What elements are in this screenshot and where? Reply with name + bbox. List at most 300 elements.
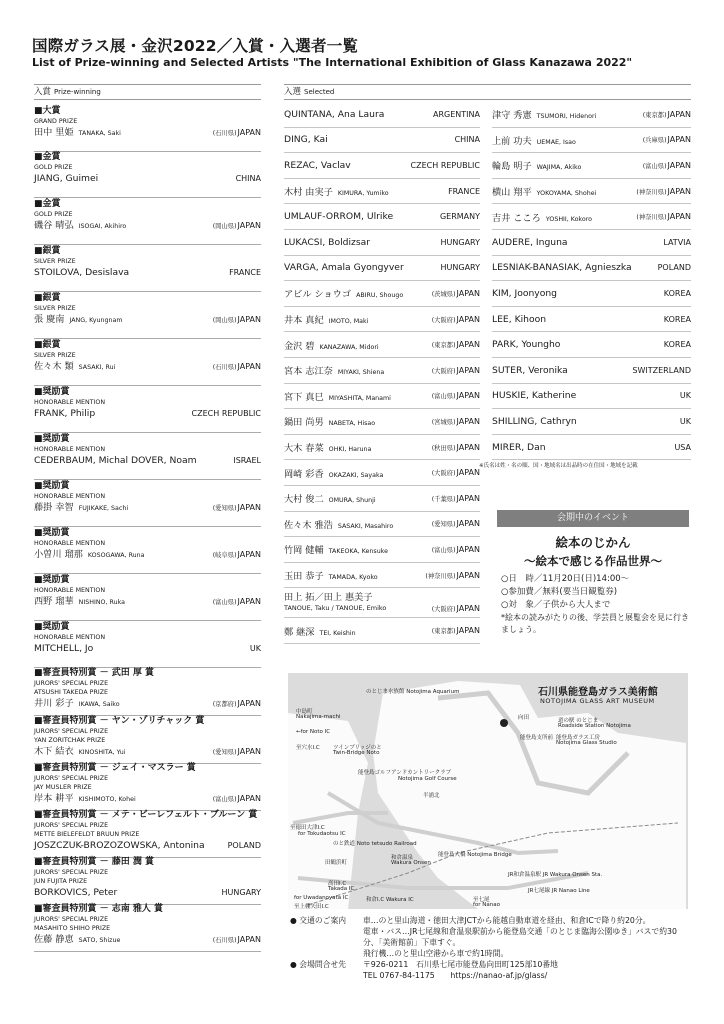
artist-name: 大木 春菜 [284, 443, 324, 455]
selected-artist [492, 281, 691, 307]
winner-romaji: IKAWA, Saiko [78, 701, 120, 708]
winner-location [213, 126, 261, 140]
winner [34, 172, 98, 185]
selected-artist [492, 307, 691, 333]
artist-country: JAPAN [667, 212, 691, 222]
prize-name-en: GOLD PRIZE [34, 211, 73, 218]
prize-name: ■奨励賞 [34, 481, 70, 491]
winner-row [34, 126, 261, 140]
winner-row [34, 933, 261, 947]
winner-location [213, 933, 261, 947]
winner-romaji: JANG, Kyungnam [69, 317, 123, 324]
prize-entry [34, 106, 261, 152]
artist-prefecture: (千葉県) [431, 495, 456, 503]
map-label-wakura-ic: 和倉I.C Wakura IC [366, 897, 414, 903]
map-label-nakajima: 中島町 [296, 709, 313, 715]
artist-location [643, 109, 691, 120]
artist-country: JAPAN [456, 519, 480, 529]
winner-country: JAPAN [237, 221, 261, 230]
winner-location [229, 266, 261, 279]
artist-country: JAPAN [667, 160, 691, 170]
selected-artist [284, 358, 480, 384]
selected-artist [492, 179, 691, 205]
prize-entry [34, 668, 261, 716]
winner-romaji: SATO, Shizue [78, 937, 121, 944]
prize-name-en: HONORABLE MENTION [34, 587, 106, 594]
artist-location [643, 134, 691, 145]
artist-prefecture: (大阪府) [431, 605, 456, 613]
selected-artist [284, 563, 480, 589]
artist-location [432, 288, 480, 299]
winner-country: CHINA [235, 174, 261, 183]
map-label-twin-bridge: ツインブリッジのと [333, 745, 382, 751]
prize-name-en: JURORS' SPECIAL PRIZE [34, 680, 109, 687]
prize-entry [34, 481, 261, 527]
selected-artist [492, 435, 691, 461]
artist-name: 井本 真紀 [284, 315, 324, 327]
winner [34, 839, 205, 852]
winner-row [34, 697, 261, 711]
artist-name: REZAC, Vaclav [284, 159, 351, 171]
winner-row [34, 266, 261, 279]
artist-name: PARK, Youngho [492, 339, 561, 351]
winner-location [222, 886, 261, 899]
winner-location [213, 697, 261, 711]
prize-name-en: HONORABLE MENTION [34, 446, 106, 453]
artist [284, 363, 384, 377]
map-label-nanao-en: for Nanao [473, 902, 501, 908]
winner [34, 126, 121, 140]
artist-romaji: SASAKI, Masahiro [337, 522, 394, 530]
selected-artist [284, 307, 480, 333]
winner-country: JAPAN [237, 699, 261, 708]
artist-location [433, 109, 480, 120]
artist-name: VARGA, Amala Gyongyver [284, 262, 404, 274]
artist-name: 上前 功夫 [492, 135, 532, 147]
prize-name-en: SILVER PRIZE [34, 305, 76, 312]
winner-row [34, 548, 261, 562]
map-label-glass-studio-en: Notojima Glass Studio [556, 740, 617, 746]
artist-location [432, 544, 480, 555]
event-title: 絵本のじかん [555, 535, 631, 550]
selected-artist [284, 256, 480, 282]
artist-name: 佐々木 雅浩 [284, 519, 333, 531]
map-label-tokudaotsu-en: for Tokudaotsu IC [298, 831, 346, 837]
selected-artist [284, 460, 480, 486]
prize-name: ■審査員特別賞 － 武田 厚 賞 [34, 668, 155, 678]
artist-location [636, 211, 691, 222]
artist [492, 416, 577, 427]
winner [34, 266, 129, 279]
artist-prefecture: (大阪府) [431, 470, 456, 478]
winner-romaji: FUJIKAKE, Sachi [78, 505, 129, 512]
map-label-tokudaotsu: 至徳田大津I.C [290, 825, 325, 831]
artist-country: JAPAN [456, 468, 480, 478]
prize-name-en: JURORS' SPECIAL PRIZE [34, 822, 109, 829]
artist-country: GERMANY [439, 212, 480, 222]
winner-row [34, 839, 261, 852]
artist-location [664, 288, 691, 299]
artist-country: JAPAN [456, 626, 480, 636]
winner-location [228, 839, 261, 852]
prize-entry [34, 387, 261, 433]
artist-romaji: OHKI, Haruna [328, 446, 372, 454]
artist-location [632, 365, 691, 376]
winner [34, 933, 120, 947]
prize-name: ■銀賞 [34, 246, 61, 256]
prize-name: ■奨励賞 [34, 622, 70, 632]
transport-line: 車…のと里山海道・徳田大津JCTから能越自動車道を経由、和倉ICで降り約20分。 [363, 916, 651, 925]
winner-location [213, 745, 261, 759]
winner [34, 454, 197, 467]
map-label-golf: 能登島ゴルフアンドカントリークラブ [358, 770, 452, 776]
artist [492, 339, 560, 350]
contact-line: TEL 0767-84-1175 https://nanao-af.jp/glass/ [363, 971, 548, 980]
access-map [288, 673, 688, 909]
map-label-nanao: 至七尾 [473, 897, 490, 903]
winner-row [34, 219, 261, 233]
artist-location [680, 390, 691, 401]
winner-country: JAPAN [237, 503, 261, 512]
event-fee: ○参加費／無料(要当日観覧券) [501, 587, 618, 597]
prize-name-en2: JAY MUSLER PRIZE [34, 784, 92, 791]
winner-prefecture: (岐阜県) [212, 552, 237, 559]
map-title: 石川県能登島ガラス美術館 [538, 687, 658, 698]
artist-prefecture: (東京都) [431, 628, 456, 636]
map-label-noto-rail: のと鉄道 Noto tetsudo Railroad [333, 841, 417, 847]
selected-artist [284, 618, 480, 644]
event-box [497, 510, 689, 636]
transport-label: ● 交通のご案内 [290, 916, 347, 925]
artist [492, 262, 632, 273]
artist-location [636, 186, 691, 197]
artist-name: AUDERE, Inguna [492, 236, 568, 248]
artist-name: 大村 俊二 [284, 494, 324, 506]
map-label-branch: 能登島支所前 [520, 735, 554, 741]
artist-name: 輪島 明子 [492, 161, 532, 173]
artist [284, 389, 391, 403]
winner-prefecture: (愛知県) [212, 749, 237, 756]
winner-name: 井川 彩子 [34, 698, 74, 709]
map-label-twin-bridge-en: Twin-Bridge Noto [333, 750, 380, 756]
selected-artist [284, 409, 480, 435]
winner-country: JAPAN [237, 747, 261, 756]
artist-location [440, 211, 480, 222]
prize-name-en: GRAND PRIZE [34, 118, 78, 125]
artist-location [674, 442, 691, 453]
footnote: ※氏名は姓・名の順、国・地域名は出品時の在住国・地域を記載 [479, 463, 638, 469]
winner-name: 藤掛 幸智 [34, 502, 74, 513]
artist [492, 237, 568, 248]
prize-entry [34, 622, 261, 668]
artist-country: ARGENTINA [433, 109, 480, 119]
winner-country: JAPAN [237, 935, 261, 944]
artist-location [664, 314, 691, 325]
artist-name: LESNIAK-BANASIAK, Agnieszka [492, 262, 632, 274]
prize-name-en: JURORS' SPECIAL PRIZE [34, 775, 109, 782]
winner-prefecture: (京都府) [212, 701, 237, 708]
artist-romaji: YOSHII, Kokoro [545, 215, 593, 223]
artist-location [432, 604, 480, 614]
artist-location [448, 186, 480, 197]
prize-name-en2: METTE BIELEFELDT BRUUN PRIZE [34, 831, 140, 838]
artist-country: JAPAN [456, 493, 480, 503]
artist [492, 133, 576, 147]
artist-romaji: MIYASHITA, Manami [328, 394, 391, 402]
artist-prefecture: (兵庫県) [642, 137, 667, 145]
artist-prefecture: (富山県) [431, 393, 456, 401]
artist [284, 211, 393, 222]
artist-name: SUTER, Veronika [492, 364, 568, 376]
winner-romaji: SASAKI, Rui [78, 364, 116, 371]
winner-name: CEDERBAUM, Michal DOVER, Noam [34, 455, 197, 466]
access-info [290, 915, 690, 981]
event-date: ○日 時／11月20日(日)14:00～ [501, 574, 630, 584]
artist-romaji: OMURA, Shunji [328, 497, 376, 505]
selected-artist [284, 281, 480, 307]
prize-name: ■審査員特別賞 － ジェイ・マスラー 賞 [34, 763, 196, 773]
prize-name: ■大賞 [34, 106, 61, 116]
artist-country: FRANCE [448, 186, 480, 196]
event-subtitle: ～絵本で感じる作品世界～ [524, 554, 662, 568]
winner-location [213, 219, 261, 233]
winner-prefecture: (愛知県) [212, 505, 237, 512]
winner-row [34, 501, 261, 515]
selected-artist [284, 435, 480, 461]
prize-section-label: 入賞 [34, 87, 52, 97]
artist-prefecture: (大阪府) [431, 367, 456, 375]
artist-location [432, 467, 480, 478]
map-label-for-noto: ←for Noto IC [296, 729, 331, 735]
winner-country: CZECH REPUBLIC [191, 409, 261, 418]
artist [284, 440, 371, 454]
artist-detail [284, 604, 480, 614]
prize-name-en: SILVER PRIZE [34, 258, 76, 265]
winner [34, 548, 145, 562]
artist-location [455, 134, 480, 145]
winner-country: POLAND [227, 841, 261, 850]
winner-prefecture: (石川県) [212, 937, 237, 944]
prize-entry [34, 904, 261, 952]
artist [284, 237, 370, 248]
winner-country: HUNGARY [221, 888, 261, 897]
map-label-golf-en: Notojima Golf Course [398, 776, 457, 782]
winner-prefecture: (岡山県) [212, 317, 237, 324]
winner-name: BORKOVICS, Peter [34, 887, 118, 898]
artist-name: 鍋田 尚男 [284, 417, 324, 429]
artist [284, 491, 376, 505]
artist-name: 岡崎 彩香 [284, 468, 324, 480]
event-note: *絵本の読みがたりの後、学芸員と展覧会を見に行きましょう。 [501, 613, 689, 634]
map-label-mukaida: 向田 [518, 715, 530, 721]
artist [284, 568, 378, 582]
prize-name: ■銀賞 [34, 340, 61, 350]
artist-name: 玉田 恭子 [284, 571, 324, 583]
artist-romaji: UEMAE, Isao [536, 138, 576, 146]
prize-name: ■奨励賞 [34, 387, 70, 397]
winner-name: 田中 里姫 [34, 127, 74, 138]
winner [34, 595, 125, 609]
prize-name: ■奨励賞 [34, 434, 70, 444]
winner-country: FRANCE [229, 268, 261, 277]
artist [284, 466, 383, 480]
prize-entry [34, 716, 261, 764]
artist-country: CZECH REPUBLIC [410, 160, 480, 170]
prize-name: ■奨励賞 [34, 528, 70, 538]
winner-row [34, 792, 261, 806]
artist-name: 竹岡 健輔 [284, 545, 324, 557]
artist-name: LEE, Kihoon [492, 313, 547, 325]
artist-country: JAPAN [456, 442, 480, 452]
artist-romaji: IMOTO, Maki [328, 318, 369, 326]
winner-romaji: KINOSHITA, Yui [78, 749, 126, 756]
prize-name: ■審査員特別賞 － ヤン・ゾリチャック 賞 [34, 716, 205, 726]
artist-country: JAPAN [456, 340, 480, 350]
map-label-hanaura: 半浦北 [423, 793, 440, 799]
museum-marker [500, 719, 508, 727]
artist [492, 107, 596, 121]
map-label-glass-studio: 能登島ガラス工房 [556, 735, 600, 741]
winner-romaji: ISOGAI, Akihiro [78, 223, 127, 230]
artist [284, 286, 403, 300]
prize-entry [34, 246, 261, 292]
artist-name: QUINTANA, Ana Laura [284, 108, 385, 120]
prize-entry [34, 575, 261, 621]
artist-location [432, 339, 480, 350]
artist-name: 吉井 こころ [492, 212, 541, 224]
winner-row [34, 172, 261, 185]
winner-name: STOILOVA, Desislava [34, 267, 130, 278]
winner [34, 642, 93, 655]
artist-country: JAPAN [667, 109, 691, 119]
artist-name: SHILLING, Cathryn [492, 415, 577, 427]
artist [284, 109, 384, 120]
selected-section-label: 入選 [284, 87, 302, 97]
artist-country: KOREA [663, 288, 691, 298]
selected-artist [492, 384, 691, 410]
selected-artist [284, 588, 480, 618]
winner-location [213, 313, 261, 327]
artist-location [432, 390, 480, 401]
artist-location [432, 416, 480, 427]
selected-artist [284, 332, 480, 358]
winner-row [34, 454, 261, 467]
prize-section-label-en: Prize-winning [54, 88, 101, 96]
artist-romaji: ABIRU, Shougo [356, 292, 404, 300]
artist [492, 288, 557, 299]
artist-prefecture: (愛知県) [431, 521, 456, 529]
winner [34, 360, 115, 374]
winner-row [34, 745, 261, 759]
map-label-jr-wakura: JR和倉温泉駅 JR Wakura Onsen Sta. [508, 872, 603, 878]
artist-country: HUNGARY [440, 263, 480, 273]
winner-country: JAPAN [237, 550, 261, 559]
winner-romaji: NISHINO, Ruka [78, 599, 125, 606]
artist-name: MIRER, Dan [492, 441, 546, 453]
artist [492, 365, 568, 376]
winner-location [213, 595, 261, 609]
winner-name: 磯谷 晴弘 [34, 220, 74, 231]
artist-romaji: OKAZAKI, Sayaka [328, 471, 384, 479]
prize-name-en2: MASAHITO SHIHO PRIZE [34, 925, 111, 932]
map-label-shiroumai: 至穴水I.C [296, 745, 320, 751]
winner-name: 西野 瑠華 [34, 596, 74, 607]
winner-location [213, 792, 261, 806]
artist-country: USA [674, 442, 691, 452]
artist-location [425, 570, 480, 581]
artist-prefecture: (東京都) [431, 342, 456, 350]
artist [284, 184, 389, 198]
artist-country: JAPAN [456, 288, 480, 298]
winner-location [250, 642, 261, 655]
artist-name: KIM, Joonyong [492, 287, 557, 299]
winner [34, 219, 126, 233]
prize-name-en: HONORABLE MENTION [34, 493, 106, 500]
artist [492, 314, 546, 325]
selected-section-header [284, 84, 691, 100]
selected-section-label-en: Selected [304, 88, 335, 96]
artist-name: 鄭 継深 [284, 626, 315, 638]
selected-artist [492, 102, 691, 128]
artist-country: KOREA [663, 314, 691, 324]
selected-artist [284, 384, 480, 410]
artist-prefecture: (東京都) [642, 111, 667, 119]
map-label-tabuse: 田鶴浜町 [325, 860, 348, 866]
prize-entry [34, 340, 261, 386]
prize-entry [34, 293, 261, 339]
artist-country: SWITZERLAND [632, 365, 691, 375]
artist-location [680, 416, 691, 427]
artist-country: CHINA [454, 135, 480, 145]
map-label-wakura-en: Wakura Onsen [391, 860, 431, 866]
artist-country: JAPAN [667, 186, 691, 196]
winner-row [34, 642, 261, 655]
artist [284, 414, 375, 428]
winner-country: ISRAEL [233, 456, 261, 465]
artist-location [432, 314, 480, 325]
artist-country: JAPAN [456, 603, 480, 613]
artist-location [643, 160, 691, 171]
prize-name: ■金賞 [34, 199, 61, 209]
prize-name-en: HONORABLE MENTION [34, 634, 106, 641]
artist [284, 312, 368, 326]
selected-artist [492, 204, 691, 230]
artist-prefecture: (神奈川県) [425, 572, 456, 580]
artist [492, 390, 576, 401]
artist-prefecture: (富山県) [642, 162, 667, 170]
artist-country: HUNGARY [440, 237, 480, 247]
winner-row [34, 595, 261, 609]
winner-name: 岸本 耕平 [34, 793, 74, 804]
page-title: 国際ガラス展・金沢2022／入賞・入選者一覧 [32, 37, 359, 55]
winner-prefecture: (岡山県) [212, 223, 237, 230]
artist-location [441, 237, 480, 248]
artist-location [432, 365, 480, 376]
prize-entry [34, 857, 261, 905]
winner-romaji: KOSOGAWA, Runa [87, 552, 145, 559]
selected-artist [284, 179, 480, 205]
selected-artist [284, 204, 480, 230]
map-label-notojima-bridge: 能登島大橋 Notojima Bridge [438, 852, 512, 858]
winner-romaji: KISHIMOTO, Kohei [78, 796, 136, 803]
artist [492, 184, 596, 198]
artist [492, 210, 592, 224]
artist-location [432, 625, 480, 636]
prize-entry [34, 528, 261, 574]
artist-prefecture: (神奈川県) [636, 188, 667, 196]
artist [492, 158, 581, 172]
winner-name: 張 慶南 [34, 314, 65, 325]
